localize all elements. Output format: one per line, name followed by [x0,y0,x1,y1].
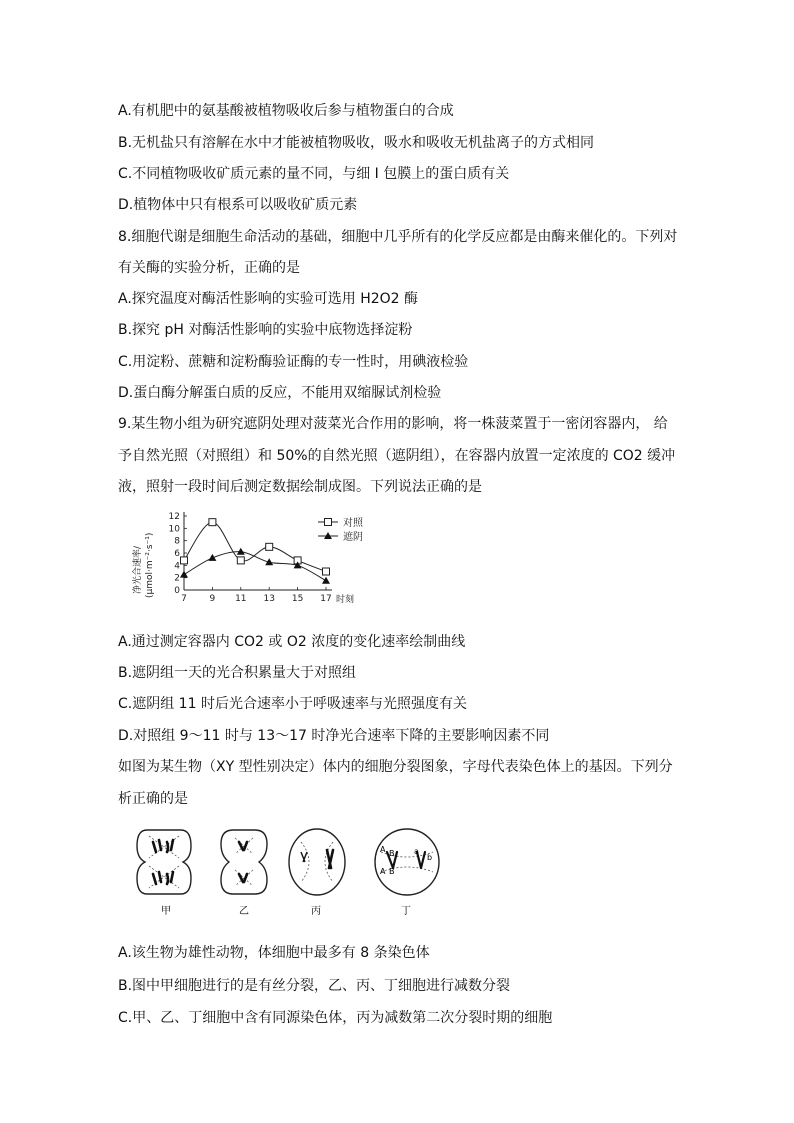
data-point-control [209,519,216,526]
gene-label-A: A [380,845,386,854]
q9-stem-line3: 液，照射一段时间后测定数据绘制成图。下列说法正确的是 [118,479,482,495]
x-tick-label: 9 [209,594,216,604]
x-tick-label: 7 [181,594,187,604]
data-point-control [323,568,330,575]
gene-label-B: B [389,849,395,858]
data-point-control [266,543,273,550]
gene-label-B2: B [389,867,395,876]
q10-stem-line2: 析正确的是 [118,791,188,807]
cell-label-yi: 乙 [239,906,249,917]
data-point-shade [180,571,188,578]
q9-stem-line1: 9.某生物小组为研究遮阴处理对菠菜光合作用的影响，将一株菠菜置于一密闭容器内， 给 [118,416,668,432]
data-point-shade [322,577,330,584]
y-tick-label: 2 [174,573,180,584]
gene-label-b: b [427,853,433,862]
cell-yi [221,830,267,894]
q8-stem-line1: 8.细胞代谢是细胞生命活动的基础，细胞中几乎所有的化学反应都是由酶来催化的。下列对 [118,229,678,245]
q8-option-c: C.用淀粉、蔗糖和淀粉酶验证酶的专一性时，用碘液检验 [118,354,469,370]
q10-option-c: C.甲、乙、丁细胞中含有同源染色体，丙为减数第二次分裂时期的细胞 [118,1010,553,1026]
data-point-shade [208,554,216,561]
q8-option-b: B.探究 pH 对酶活性影响的实验中底物选择淀粉 [118,322,413,338]
q9-option-a: A.通过测定容器内 CO2 或 O2 浓度的变化速率绘制曲线 [118,634,466,650]
cell-label-jia: 甲 [161,906,171,917]
cell-bing [289,829,345,895]
cell-ding [375,829,439,895]
q7-option-c: C.不同植物吸收矿质元素的量不同，与细 I 包膜上的蛋白质有关 [118,166,510,182]
y-tick-label: 10 [168,524,180,535]
cell-division-figure [135,822,455,922]
data-point-control [237,557,244,564]
y-tick-label: 0 [174,586,180,596]
y-axis-label: 净光合速率/ [133,545,143,594]
q8-option-a: A.探究温度对酶活性影响的实验可选用 H2O2 酶 [118,291,419,307]
x-tick-label: 13 [263,594,275,604]
cell-label-ding: 丁 [401,906,411,917]
q9-stem-line2: 予自然光照（对照组）和 50%的自然光照（遮阴组），在容器内放置一定浓度的 CO2 缓冲 [118,448,676,464]
x-axis-label: 时刻 [336,595,355,605]
q9-option-c: C.遮阴组 11 时后光合速率小于呼吸速率与光照强度有关 [118,696,467,712]
q7-option-a: A.有机肥中的氨基酸被植物吸收后参与植物蛋白的合成 [118,103,454,119]
x-tick-label: 15 [291,594,304,604]
gene-label-a: a [414,847,419,856]
y-tick-label: 12 [168,512,180,522]
q10-option-a: A.该生物为雄性动物，体细胞中最多有 8 条染色体 [118,945,430,961]
q9-option-d: D.对照组 9～11 时与 13～17 时净光合速率下降的主要影响因素不同 [118,728,550,744]
cell-jia [137,830,191,894]
q7-option-d: D.植物体中只有根系可以吸收矿质元素 [118,197,358,213]
q7-option-b: B.无机盐只有溶解在水中才能被植物吸收，吸水和吸收无机盐离子的方式相同 [118,135,595,151]
q10-stem-line1: 如图为某生物（XY 型性别决定）体内的细胞分裂图象，字母代表染色体上的基因。下列分 [118,759,673,775]
data-point-control [181,557,188,564]
q9-option-b: B.遮阴组一天的光合积累量大于对照组 [118,665,357,681]
series-line-0 [184,522,326,571]
legend-marker-control [325,519,332,526]
gene-label-A2: A [380,867,386,876]
series-line-1 [184,552,326,581]
y-axis-unit: (μmol·m⁻²·s⁻¹) [145,532,155,598]
q8-stem-line2: 有关酶的实验分析，正确的是 [118,260,300,276]
photosynthesis-chart [118,508,380,612]
legend-label-0: 对照 [343,518,363,529]
cell-label-bing: 丙 [311,906,321,917]
q10-option-b: B.图中甲细胞进行的是有丝分裂，乙、丙、丁细胞进行减数分裂 [118,978,511,994]
x-tick-label: 11 [235,594,247,604]
y-tick-label: 4 [174,561,180,572]
y-tick-label: 6 [174,549,180,559]
legend-label-1: 遮阴 [343,532,363,543]
y-tick-label: 8 [174,536,180,547]
x-tick-label: 17 [320,594,332,604]
q8-option-d: D.蛋白酶分解蛋白质的反应，不能用双缩脲试剂检验 [118,385,442,401]
